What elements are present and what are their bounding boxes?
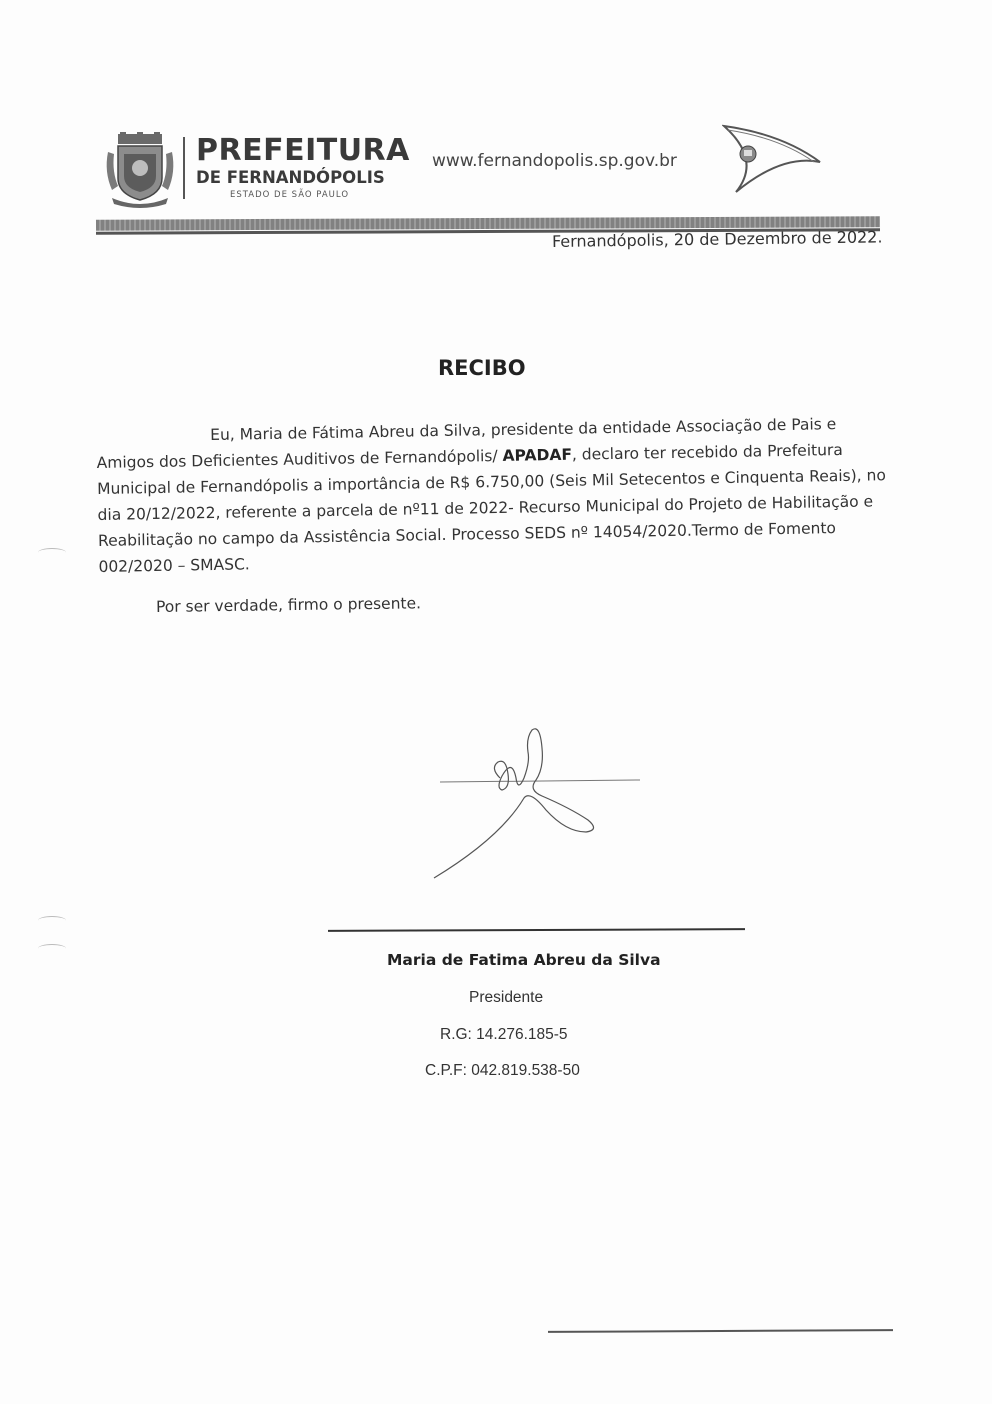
- closing-line: Por ser verdade, firmo o presente.: [155, 594, 422, 616]
- brand-main: PREFEITURA: [196, 133, 410, 168]
- receipt-paragraph: [96, 410, 889, 580]
- entity-acronym: APADAF: [502, 445, 573, 465]
- signatory-role: Presidente: [469, 989, 544, 1006]
- brand-block: [196, 134, 410, 200]
- signature-line: [328, 928, 745, 931]
- scan-artifact: [38, 548, 66, 557]
- handwritten-signature: [420, 718, 660, 888]
- brand-sub: DE FERNANDÓPOLIS: [196, 168, 385, 187]
- scan-artifact: [38, 916, 66, 925]
- website-url: www.fernandopolis.sp.gov.br: [432, 151, 677, 171]
- signatory-rg: R.G: 14.276.185-5: [440, 1026, 568, 1043]
- coat-of-arms-icon: [104, 132, 176, 208]
- signatory-name: Maria de Fatima Abreu da Silva: [387, 951, 661, 969]
- paragraph-part2: , declaro ter recebido da Prefeitura Municipal de Fernandópolis a importância de R$ 6.750,00 (Seis Mil Setecentos e Cinquenta Reais), no dia 20/12/2022, referente a parcela de nº11 de 2022- Recurso Municipal do Projeto de Habilitação e Reabilitação no campo da Assistência Social. Processo SEDS nº 14054/2020.Termo de Fomento 002/2020 – SMASC.: [96, 440, 887, 576]
- brand-state: ESTADO DE SÃO PAULO: [230, 190, 350, 200]
- signatory-cpf: C.P.F: 042.819.538-50: [425, 1062, 580, 1079]
- header-divider: [183, 137, 185, 199]
- paragraph-part1: Eu, Maria de Fátima Abreu da Silva, presidente da entidade Associação de Pais e Amigos dos Deficientes Auditivos de Fernandópolis/: [96, 415, 837, 472]
- city-emblem-icon: [722, 124, 822, 194]
- footer-rule: [548, 1329, 893, 1332]
- document-title: RECIBO: [438, 356, 526, 380]
- date-line: Fernandópolis, 20 de Dezembro de 2022.: [551, 227, 883, 251]
- scan-artifact: [38, 944, 66, 953]
